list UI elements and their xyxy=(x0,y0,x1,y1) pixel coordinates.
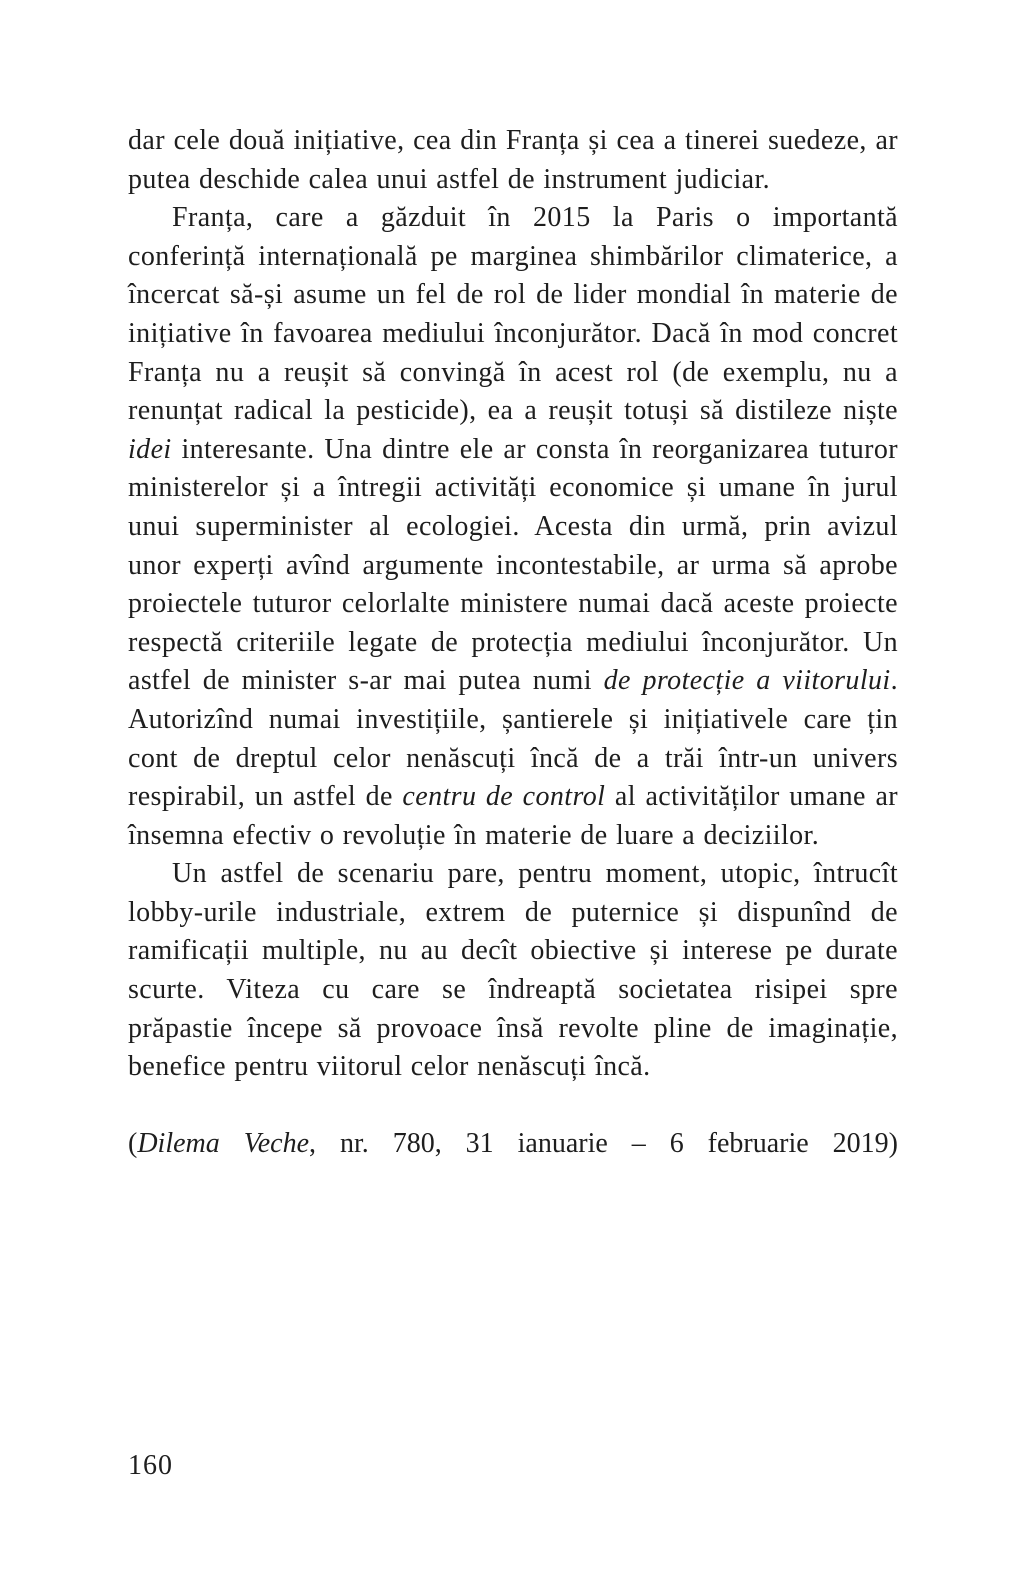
text-segment: al activităților umane ar însemna efectiv o revoluție în materie de luare a deciziilor. xyxy=(128,781,898,851)
italic-text-segment: idei xyxy=(128,433,172,465)
text-segment: dar cele două inițiative, cea din Franța și cea a tinerei suedeze, ar putea deschide calea unui astfel de instrument judiciar. xyxy=(128,125,898,195)
text-segment: Un astfel de scenariu pare, pentru moment, utopic, întrucît lobby-urile industriale, extrem de puternice și dispunînd de ramificații multiple, nu au decît obiective și interese pe durate scurte. Viteza cu care se îndreaptă societatea risipei spre prăpastie începe să provoace însă revolte pline de imaginație, benefice pentru viitorul celor nenăscuți încă. xyxy=(128,858,898,1083)
paragraph xyxy=(128,855,898,1087)
text-segment: . Autorizînd numai investițiile, șantierele și inițiativele care țin cont de dreptul celor nenăscuți încă de a trăi într-un univers respirabil, un astfel de xyxy=(128,665,898,813)
publication-name: Dilema Veche xyxy=(137,1127,309,1159)
text-segment: , nr. 780, 31 ianuarie – 6 februarie 2019) xyxy=(309,1127,898,1159)
paragraph xyxy=(128,199,898,855)
page-footer xyxy=(128,1450,173,1482)
text-segment: interesante. Una dintre ele ar consta în reorganizarea tuturor ministerelor și a întregii activități economice și umane în jurul unui superminister al ecologiei. Acesta din urmă, prin avizul unor experți avînd argumente incontestabile, ar urma să aprobe proiectele tuturor celorlalte ministere numai dacă aceste proiecte respectă criteriile legate de protecția mediului înconjurător. Un astfel de minister s-ar mai putea numi xyxy=(128,433,898,697)
paragraph xyxy=(128,122,898,199)
italic-text-segment: de protecție a viitorului xyxy=(603,665,891,697)
citation-line xyxy=(128,1125,898,1164)
italic-text-segment: centru de control xyxy=(402,781,606,813)
page-number: 160 xyxy=(128,1450,173,1481)
text-segment: ( xyxy=(128,1127,138,1159)
text-segment: Franța, care a găzduit în 2015 la Paris o importantă conferință internațională pe marginea shimbărilor climaterice, a încercat să-și asume un fel de rol de lider mondial în materie de inițiative în favoarea mediului înconjurător. Dacă în mod concret Franța nu a reușit să convingă în acest rol (de exemplu, nu a renunțat radical la pesticide), ea a reușit totuși să distileze niște xyxy=(128,202,898,427)
page-text-block xyxy=(128,122,898,1163)
